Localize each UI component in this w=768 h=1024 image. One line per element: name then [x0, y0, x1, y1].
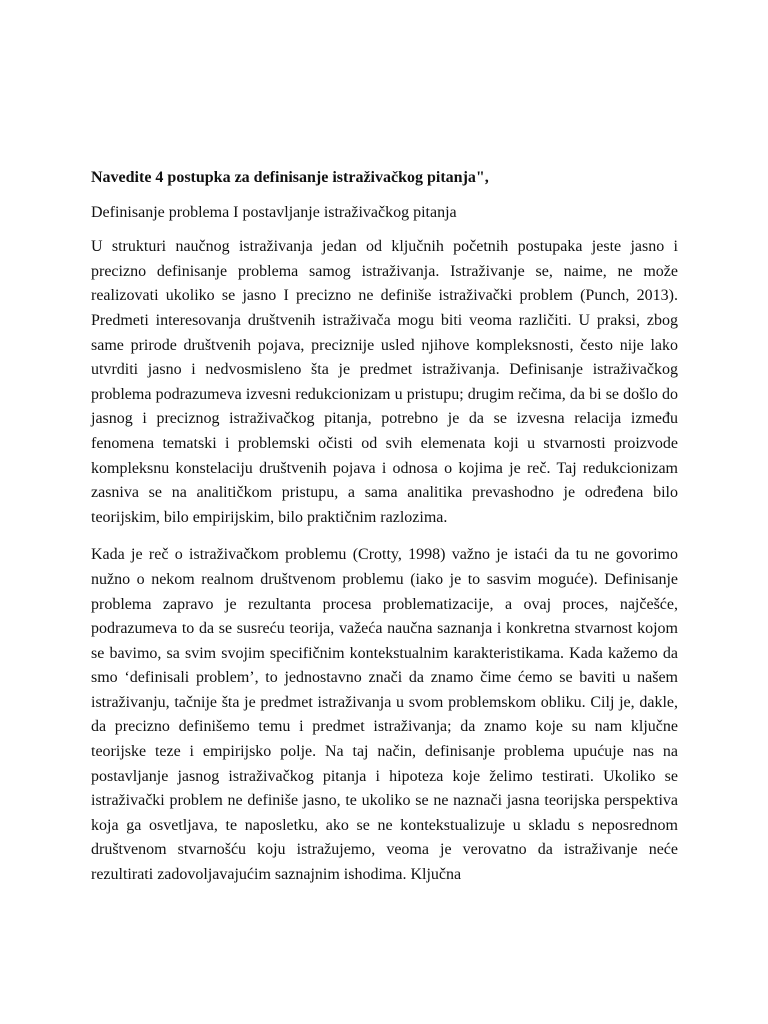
document-page [91, 166, 678, 901]
section-subheading: Definisanje problema I postavljanje istraživačkog pitanja [91, 203, 457, 221]
body-paragraph-2: Kada je reč o istraživačkom problemu (Crotty, 1998) važno je istaći da tu ne govorimo nužno o nekom realnom društvenom problemu (iako je to sasvim moguće). Definisanje problema zapravo je rezultanta procesa problematizacije, a ovaj proces, najčešće, podrazumeva to da se susreću teorija, važeća naučna saznanja i konkretna stvarnost kojom se bavimo, sa svim svojim specifičnim kontekstualnim karakteristikama. Kada kažemo da smo ‘definisali problem’, to jednostavno znači da znamo čime ćemo se baviti u našem istraživanju, tačnije šta je predmet istraživanja u svom problemskom obliku. Cilj je, dakle, da precizno definišemo temu i predmet istraživanja; da znamo koje su nam ključne teorijske teze i empirijsko polje. Na taj način, definisanje problema upućuje nas na postavljanje jasnog istraživačkog pitanja i hipoteza koje želimo testirati. Ukoliko se istraživački problem ne definiše jasno, te ukoliko se ne naznači jasna teorijska perspektiva koja ga osvetljava, te naposletku, ako se ne kontekstualizuje u skladu s neposrednom društvenom stvarnošću koju istražujemo, veoma je verovatno da istraživanje neće rezultirati zadovoljavajućim saznajnim ishodima. Ključna [91, 546, 678, 884]
question-heading: Navedite 4 postupka za definisanje istraživačkog pitanja", [91, 169, 489, 186]
body-paragraph-1: U strukturi naučnog istraživanja jedan od ključnih početnih postupaka jeste jasno i precizno definisanje problema samog istraživanja. Istraživanje se, naime, ne može realizovati ukoliko se jasno I precizno ne definiše istraživački problem (Punch, 2013). Predmeti interesovanja društvenih istraživača mogu biti veoma različiti. U praksi, zbog same prirode društvenih pojava, preciznije usled njihove kompleksnosti, često nije lako utvrditi jasno i nedvosmisleno šta je predmet istraživanja. Definisanje istraživačkog problema podrazumeva izvesni redukcionizam u pristupu; drugim rečima, da bi se došlo do jasnog i preciznog istraživačkog pitanja, potrebno je da se izvesna relacija između fenomena tematski i problemski očisti od svih elemenata koji u stvarnosti proizvode kompleksnu konstelaciju društvenih pojava i odnosa o kojima je reč. Taj redukcionizam zasniva se na analitičkom pristupu, a sama analitika prevashodno je određena bilo teorijskim, bilo empirijskim, bilo praktičnim razlozima. [91, 238, 678, 526]
